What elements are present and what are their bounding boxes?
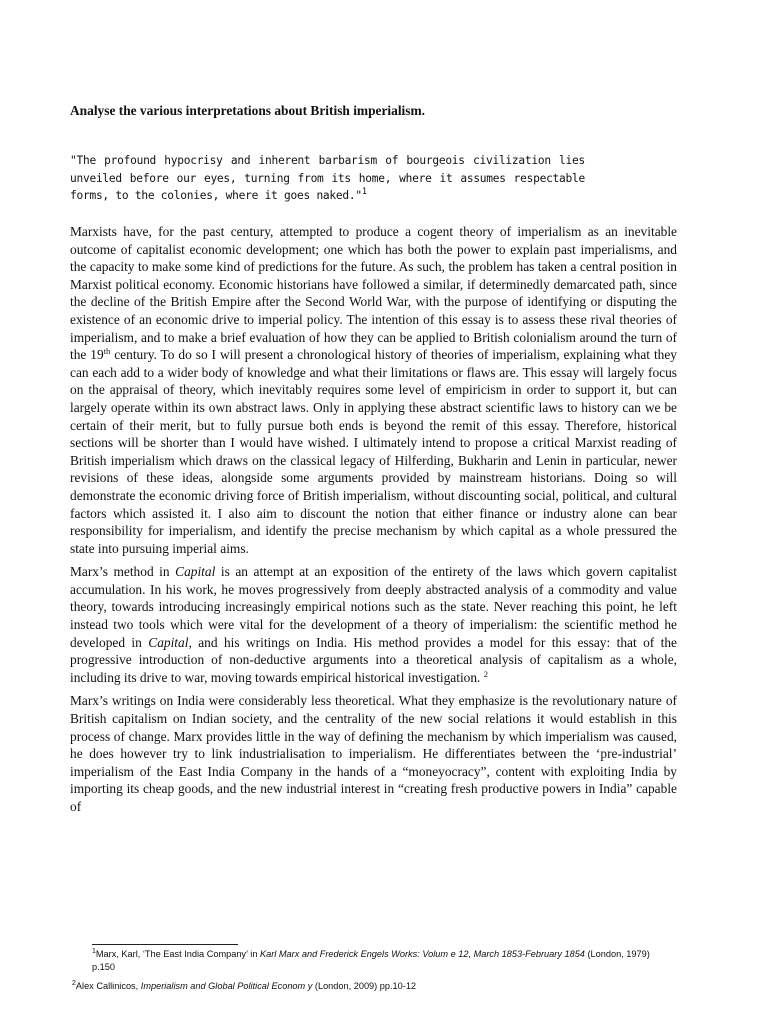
essay-title: Analyse the various interpretations about British imperialism. (70, 103, 425, 118)
paragraph-3: Marx’s writings on India were considerably less theoretical. What they emphasize is the revolutionary nature of British capitalism on Indian society, and the centrality of the new social relations it would establish in this process of change. Marx provides little in the way of defining the mechanism by which imperialism was caused, he does however try to link industrialisation to imperialism. He differentiates between the ‘pre-industrial’ imperialism of the East India Company in the hands of a “moneyocracy”, content with exploiting India by importing its cheap goods, and the new industrial interest in “creating fresh productive powers in India” capable of (70, 693, 677, 814)
footnote-1 (92, 948, 652, 974)
footnote-1-text: Marx, Karl, ‘The East India Company’ in (95, 949, 260, 959)
paragraph-2-text-c: , and his writings on India. His method provides a model for this essay: that of the progressive introduction of non-deductive arguments into a theoretical analysis of capitalism as a whole, including its drive to war, moving towards empirical historical investigation. (70, 634, 678, 685)
footnote-2 (72, 980, 416, 993)
footnote-ref-2: 2 (483, 668, 488, 679)
footnote-2-suffix: (London, 2009) pp.10-12 (312, 981, 417, 991)
essay-body (70, 223, 677, 822)
footnote-1-suffix: (London, 1979) p.150 (92, 949, 650, 972)
italic-capital-1: Capital (175, 564, 216, 580)
footnotes (72, 948, 652, 991)
footnote-2-text: Alex Callinicos, (75, 981, 141, 991)
ordinal-superscript: th (103, 346, 111, 357)
paragraph-2-text-a: Marx’s method in (70, 564, 176, 580)
footnote-ref-1: 1 (361, 187, 367, 197)
italic-capital-2: Capital (148, 634, 189, 650)
paragraph-2-text-b: is an attempt at an exposition of the entirety of the laws which govern capitalist accumulation. In his work, he moves progressively from deeply abstracted analysis of a commodity and value theory, towards introducing increasingly empirical notions such as the state. Never reaching this point, he left instead two tools which were vital for the development of a theory of imperialism: the scientific method he developed in (70, 564, 677, 650)
epigraph-quote (70, 152, 585, 205)
footnote-2-title: Imperialism and Global Political Econom y (140, 981, 313, 991)
footnote-2-number: 2 (72, 980, 76, 987)
footnote-1-number: 1 (92, 948, 96, 955)
paragraph-1 (70, 223, 677, 557)
footnote-separator (92, 944, 238, 945)
epigraph-text: "The profound hypocrisy and inherent barbarism of bourgeois civilization lies unveiled before our eyes, turning from its home, where it assumes respectable forms, to the colonies, where it goes naked." (70, 154, 585, 202)
paragraph-1-text-a: Marxists have, for the past century, attempted to produce a cogent theory of imperialism as an inevitable outcome of capitalist economic development; one which has both the power to explain past imperialisms, and the capacity to make some kind of predictions for the future. As such, the problem has taken a central position in Marxist political economy. Economic historians have followed a similar, if determinedly demarcated path, since the decline of the British Empire after the Second World War, with the purpose of identifying or disputing the existence of an economic drive to imperial policy. The intention of this essay is to assess these rival theories of imperialism, and to make a brief evaluation of how they can be applied to British colonialism around the turn of the 19 (70, 224, 677, 363)
paragraph-1-text-b: century. To do so I will present a chronological history of theories of imperialism, explaining what they can each add to a wider body of knowledge and what their limitations or flaws are. This essay will largely focus on the appraisal of theory, which inevitably requires some level of empiricism in order to support it, but can largely operate within its own abstract laws. Only in applying these abstract scientific laws to history can we be certain of their merit, but to fully pursue both ends is beyond the remit of this essay. Therefore, historical sections will be shorter than I would have wished. I ultimately intend to propose a critical Marxist reading of British imperialism which draws on the classical legacy of Hilferding, Bukharin and Lenin in particular, newer revisions of these ideas, alongside some arguments provided by mainstream historians. Doing so will demonstrate the economic driving force of British imperialism, without discounting social, political, and cultural factors which assisted it. I also aim to discount the notion that either finance or industry alone can bear responsibility for imperialism, and identify the precise mechanism by which capital as a whole pressured the state into pursuing imperial aims. (70, 347, 677, 556)
footnote-1-title: Karl Marx and Frederick Engels Works: Volum e 12, March 1853-February 1854 (259, 949, 585, 959)
paragraph-2 (70, 563, 677, 686)
